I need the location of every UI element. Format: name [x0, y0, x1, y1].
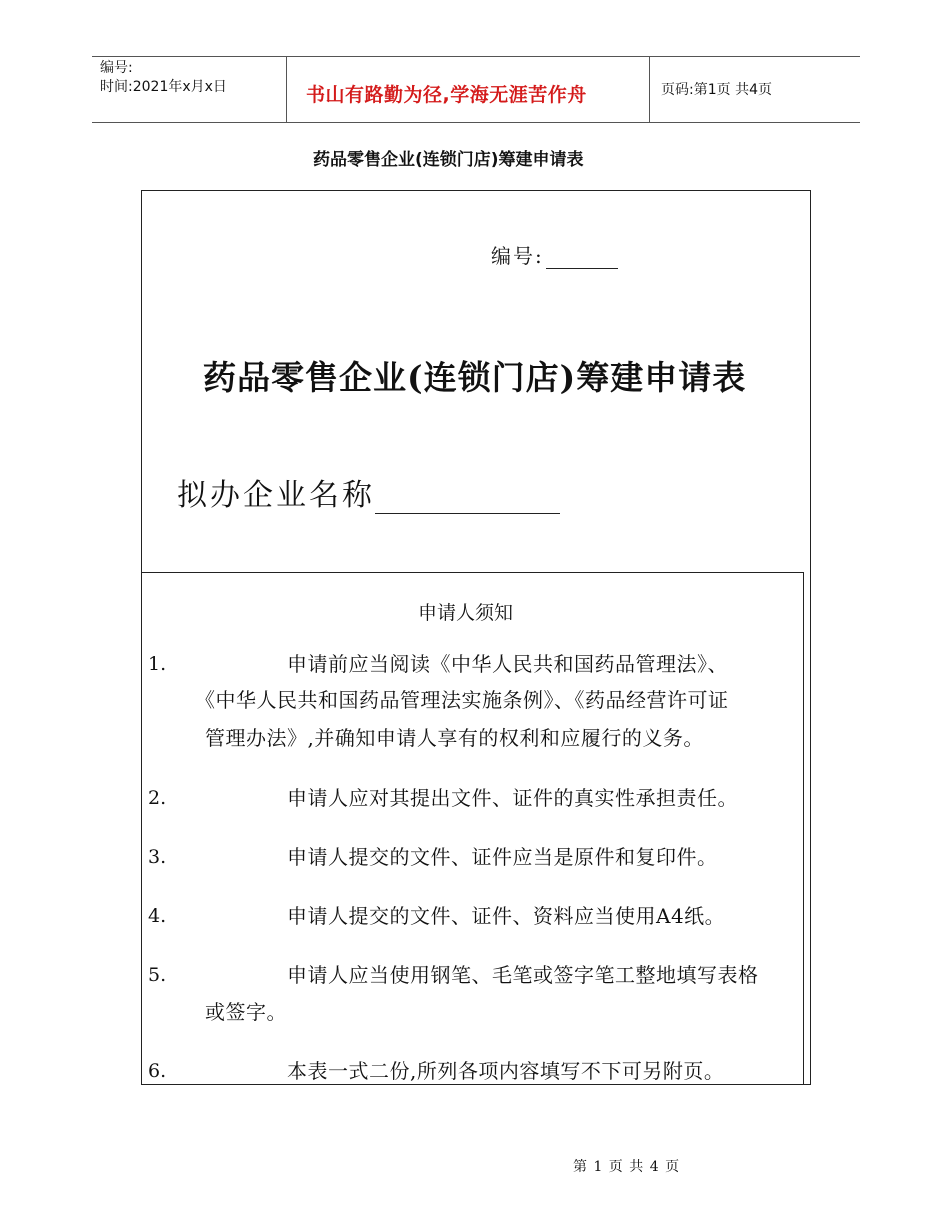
document-title: 药品零售企业(连锁门店)筹建申请表: [313, 150, 584, 170]
header-time: 时间:2021年x月x日: [100, 79, 227, 95]
notice-title: 申请人须知: [418, 602, 514, 624]
notice-item-5-line-2: 或签字。: [205, 1000, 287, 1024]
company-name-blank[interactable]: [375, 483, 560, 514]
company-name-label: 拟办企业名称: [177, 478, 375, 513]
notice-item-4-number: 4.: [148, 905, 167, 927]
company-name-row: [177, 470, 560, 514]
form-serial-blank[interactable]: [546, 248, 618, 269]
notice-item-6-number: 6.: [148, 1060, 167, 1082]
header-motto: 书山有路勤为径,学海无涯苦作舟: [306, 84, 587, 106]
notice-item-5-number: 5.: [148, 964, 167, 986]
form-title: 药品零售企业(连锁门店)筹建申请表: [203, 358, 747, 397]
notice-item-1-number: 1.: [148, 653, 167, 675]
header-top-rule: [92, 56, 860, 57]
header-divider-left: [286, 56, 287, 122]
notice-item-1-line-1: 申请前应当阅读《中华人民共和国药品管理法》、: [287, 652, 728, 676]
notice-item-1-line-3: 管理办法》,并确知申请人享有的权利和应履行的义务。: [205, 726, 704, 750]
notice-item-3-number: 3.: [148, 846, 167, 868]
page-footer: 第 1 页 共 4 页: [573, 1159, 681, 1175]
notice-item-3-line-1: 申请人提交的文件、证件应当是原件和复印件。: [287, 845, 718, 869]
notice-item-1-line-2: 《中华人民共和国药品管理法实施条例》、《药品经营许可证: [195, 688, 729, 712]
notice-item-2-line-1: 申请人应对其提出文件、证件的真实性承担责任。: [287, 786, 738, 810]
header-serial-label: 编号:: [100, 60, 133, 76]
header-bottom-rule: [92, 122, 860, 123]
notice-item-2-number: 2.: [148, 787, 167, 809]
notice-item-5-line-1: 申请人应当使用钢笔、毛笔或签字笔工整地填写表格: [287, 963, 759, 987]
header-divider-right: [649, 56, 650, 122]
header-page-info: 页码:第1页 共4页: [661, 82, 772, 98]
notice-item-4-line-1: 申请人提交的文件、证件、资料应当使用A4纸。: [287, 904, 726, 928]
notice-item-6-line-1: 本表一式二份,所列各项内容填写不下可另附页。: [287, 1059, 725, 1083]
form-serial: [491, 240, 618, 269]
form-serial-label: 编号:: [491, 244, 544, 268]
